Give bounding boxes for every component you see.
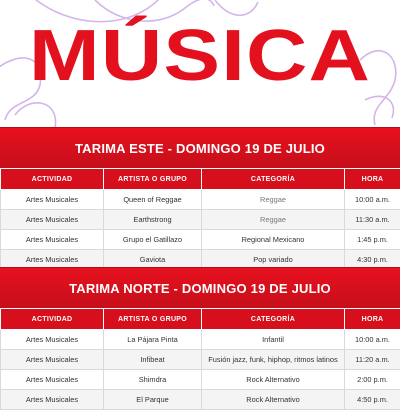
artist-cell: Infibeat xyxy=(104,350,202,370)
category-cell: Rock Alternativo xyxy=(202,390,345,410)
category-cell: Pop variado xyxy=(202,250,345,270)
table-header-row xyxy=(1,169,400,190)
schedule-table xyxy=(0,308,400,410)
activity-cell: Artes Musicales xyxy=(1,390,104,410)
schedule-table xyxy=(0,168,400,270)
column-header: ARTISTA O GRUPO xyxy=(104,309,202,330)
time-cell: 10:00 a.m. xyxy=(345,330,400,350)
column-header: CATEGORÍA xyxy=(202,169,345,190)
table-row xyxy=(1,390,400,410)
activity-cell: Artes Musicales xyxy=(1,190,104,210)
activity-cell: Artes Musicales xyxy=(1,230,104,250)
table-row xyxy=(1,210,400,230)
activity-cell: Artes Musicales xyxy=(1,210,104,230)
table-row xyxy=(1,350,400,370)
table-row xyxy=(1,370,400,390)
activity-cell: Artes Musicales xyxy=(1,370,104,390)
category-cell: Fusión jazz, funk, hiphop, ritmos latinos xyxy=(202,350,345,370)
column-header: ARTISTA O GRUPO xyxy=(104,169,202,190)
activity-cell: Artes Musicales xyxy=(1,350,104,370)
time-cell: 4:30 p.m. xyxy=(345,250,400,270)
time-cell: 1:45 p.m. xyxy=(345,230,400,250)
artist-cell: Gaviota xyxy=(104,250,202,270)
stage-schedule-este xyxy=(0,127,400,270)
artist-cell: La Pájara Pinta xyxy=(104,330,202,350)
time-cell: 11:30 a.m. xyxy=(345,210,400,230)
table-row xyxy=(1,190,400,210)
table-row xyxy=(1,330,400,350)
column-header: ACTIVIDAD xyxy=(1,309,104,330)
time-cell: 4:50 p.m. xyxy=(345,390,400,410)
artist-cell: Queen of Reggae xyxy=(104,190,202,210)
time-cell: 11:20 a.m. xyxy=(345,350,400,370)
category-cell: Rock Alternativo xyxy=(202,370,345,390)
time-cell: 2:00 p.m. xyxy=(345,370,400,390)
category-cell: Reggae xyxy=(202,210,345,230)
time-cell: 10:00 a.m. xyxy=(345,190,400,210)
category-cell: Regional Mexicano xyxy=(202,230,345,250)
activity-cell: Artes Musicales xyxy=(1,330,104,350)
column-header: CATEGORÍA xyxy=(202,309,345,330)
page-title: MÚSICA xyxy=(0,6,400,106)
artist-cell: El Parque xyxy=(104,390,202,410)
category-cell: Reggae xyxy=(202,190,345,210)
column-header: ACTIVIDAD xyxy=(1,169,104,190)
stage-schedule-norte xyxy=(0,267,400,410)
stage-title: TARIMA NORTE - DOMINGO 19 DE JULIO xyxy=(0,267,400,308)
artist-cell: Earthstrong xyxy=(104,210,202,230)
table-row xyxy=(1,230,400,250)
column-header: HORA xyxy=(345,169,400,190)
table-header-row xyxy=(1,309,400,330)
activity-cell: Artes Musicales xyxy=(1,250,104,270)
stage-title: TARIMA ESTE - DOMINGO 19 DE JULIO xyxy=(0,127,400,168)
artist-cell: Grupo el Gatillazo xyxy=(104,230,202,250)
column-header: HORA xyxy=(345,309,400,330)
category-cell: Infantil xyxy=(202,330,345,350)
artist-cell: Shimdra xyxy=(104,370,202,390)
